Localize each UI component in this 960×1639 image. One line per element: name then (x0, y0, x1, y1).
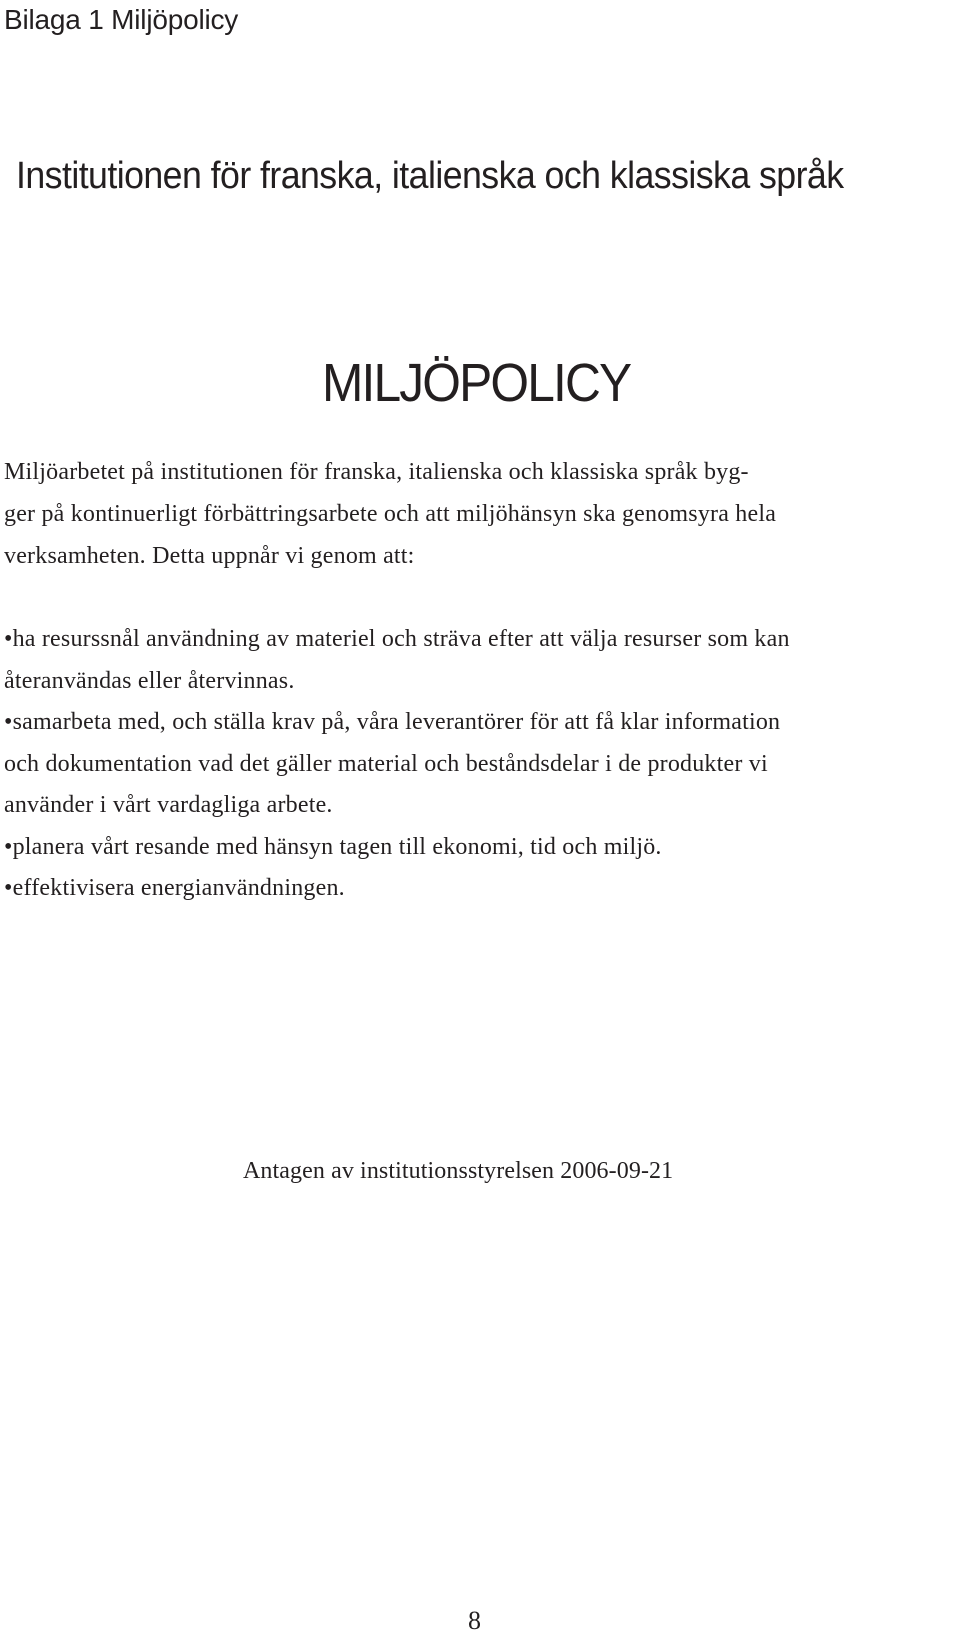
appendix-label: Bilaga 1 Miljöpolicy (4, 4, 239, 35)
department-heading: Institutionen för franska, italienska och klassiska språk (16, 155, 844, 197)
adoption-note: Antagen av institutionsstyrelsen 2006-09-21 (243, 1158, 674, 1184)
bullet-line: återanvändas eller återvinnas. (4, 668, 295, 694)
page-number: 8 (468, 1606, 481, 1635)
bullet-line: •effektivisera energianvändningen. (4, 875, 345, 901)
intro-line: ger på kontinuerligt förbättringsarbete och att miljöhänsyn ska genomsyra hela (4, 501, 777, 527)
bullet-line: •planera vårt resande med hänsyn tagen till ekonomi, tid och miljö. (4, 834, 662, 860)
intro-line: Miljöarbetet på institutionen för franska, italienska och klassiska språk byg- (4, 459, 749, 485)
bullet-line: •samarbeta med, och ställa krav på, våra leverantörer för att få klar information (4, 709, 781, 735)
policy-title: MILJÖPOLICY (322, 353, 631, 413)
bullet-line: använder i vårt vardagliga arbete. (4, 792, 333, 818)
bullet-line: och dokumentation vad det gäller material och beståndsdelar i de produkter vi (4, 751, 768, 777)
bullet-line: •ha resurssnål användning av materiel och sträva efter att välja resurser som kan (4, 626, 790, 652)
intro-line: verksamheten. Detta uppnår vi genom att: (4, 543, 415, 569)
